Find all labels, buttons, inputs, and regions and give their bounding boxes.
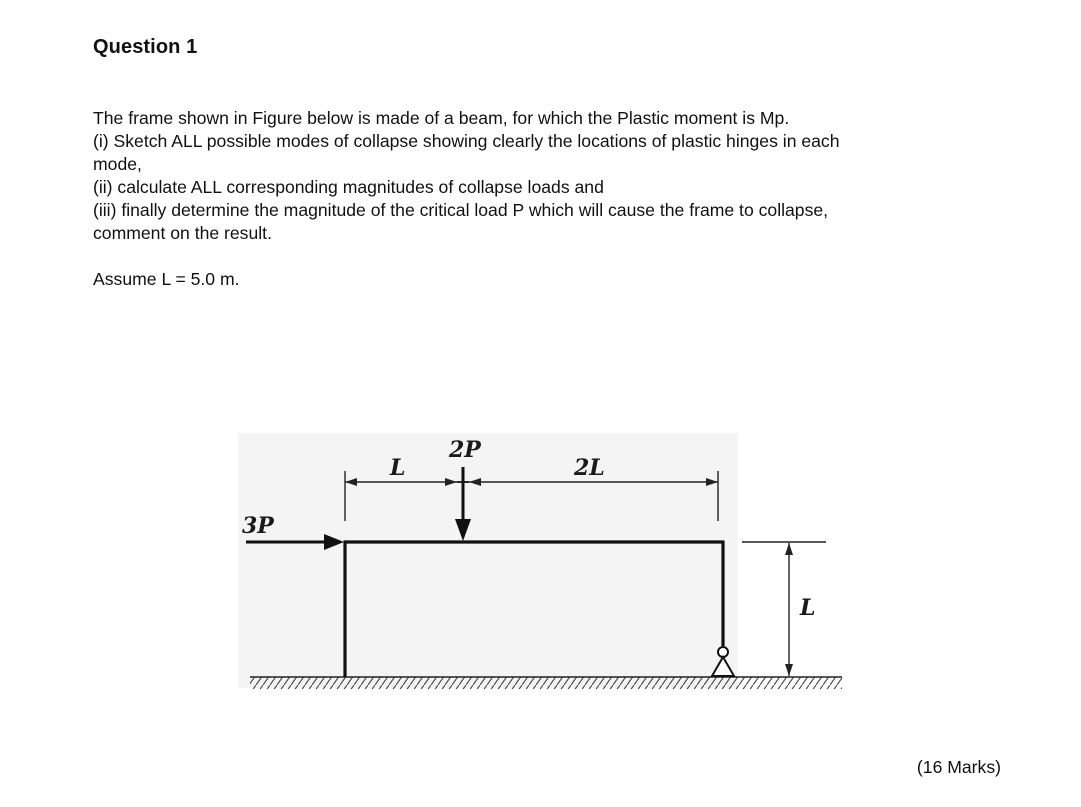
question-text [93,107,993,245]
right-span-label: 2L [574,455,605,481]
question-line: (iii) finally determine the magnitude of the critical load P which will cause the frame to collapse, [93,200,829,220]
frame-diagram [228,425,858,715]
left-span-label: L [390,455,406,481]
assumption-text: Assume L = 5.0 m. [93,269,240,289]
question-title: Question 1 [93,36,198,58]
question-line: The frame shown in Figure below is made of a beam, for which the Plastic moment is Mp. [93,108,790,128]
question-line: (ii) calculate ALL corresponding magnitudes of collapse loads and [93,177,604,197]
vertical-load-label: 2P [449,437,481,463]
marks-text: (16 Marks) [916,757,1001,777]
question-line: comment on the result. [93,223,272,243]
figure-background [238,433,738,688]
question-line: (i) Sketch ALL possible modes of collapse showing clearly the locations of plastic hinges in each [93,131,840,151]
horizontal-load-label: 3P [242,513,274,539]
question-line: mode, [93,154,142,174]
ground-hatching [250,677,842,689]
height-label: L [800,595,816,621]
frame-figure [228,425,858,715]
